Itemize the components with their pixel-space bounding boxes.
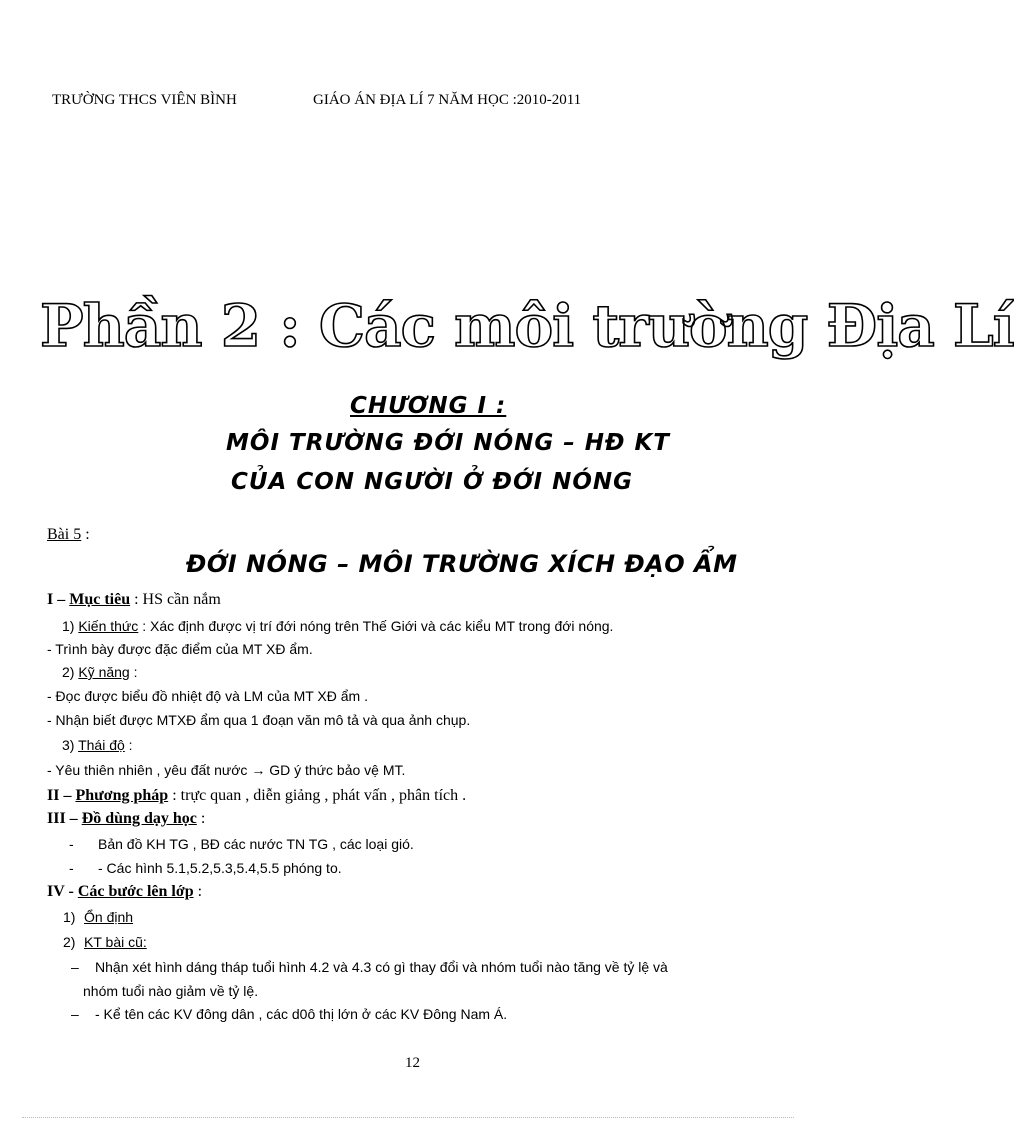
knowledge-text: : Xác định được vị trí đới nóng trên Thế Giới và các kiểu MT trong đới nóng.	[138, 618, 614, 634]
skills-line-2: - Nhận biết được MTXĐ ẩm qua 1 đoạn văn mô tả và qua ảnh chụp.	[47, 712, 471, 728]
section-procedure-title: Các bước lên lớp	[77, 883, 194, 900]
part-title: Phần 2 : Các môi trường Địa Lí	[40, 292, 1014, 360]
lesson-number: Bài 5	[47, 526, 82, 543]
section-procedure-rest: :	[193, 883, 203, 900]
section-objectives-rest: : HS cần nắm	[130, 591, 221, 608]
section-materials	[47, 810, 205, 828]
chapter-title-line-2: CỦA CON NGƯỜI Ở ĐỚI NÓNG	[231, 469, 634, 495]
header-lesson-plan: GIÁO ÁN ĐỊA LÍ 7 NĂM HỌC :2010-2011	[313, 92, 582, 108]
section-procedure	[47, 883, 202, 901]
step-2-title: KT bài cũ:	[84, 934, 147, 950]
lesson-title: ĐỚI NÓNG – MÔI TRƯỜNG XÍCH ĐẠO ẨM	[186, 550, 738, 578]
question-dash-1: –	[71, 959, 79, 975]
materials-item-2: - Các hình 5.1,5.2,5.3,5.4,5.5 phóng to.	[98, 860, 342, 876]
section-methods	[47, 787, 466, 805]
lesson-label	[47, 526, 90, 544]
section-materials-rest: :	[196, 810, 206, 827]
chapter-title-line-1: MÔI TRƯỜNG ĐỚI NÓNG – HĐ KT	[226, 430, 670, 456]
attitude-line-1: - Yêu thiên nhiên , yêu đất nước → GD ý thức bảo vệ MT.	[47, 762, 406, 778]
question-dash-2: –	[71, 1006, 79, 1022]
skills-line-1: - Đọc được biểu đồ nhiệt độ và LM của MT XĐ ẩm .	[47, 688, 368, 704]
section-procedure-prefix: IV -	[47, 883, 78, 900]
step-1-num: 1)	[63, 909, 76, 925]
skills-heading	[62, 664, 138, 680]
section-objectives	[47, 591, 221, 609]
skills-colon: :	[129, 664, 138, 680]
section-objectives-title: Mục tiêu	[69, 591, 131, 608]
question-1-line-2: nhóm tuổi nào giảm về tỷ lệ.	[83, 983, 259, 999]
skills-title: Kỹ năng	[78, 664, 130, 680]
chapter-label: CHƯƠNG I :	[350, 393, 507, 419]
page-number: 12	[405, 1055, 420, 1071]
section-materials-prefix: III –	[47, 810, 82, 827]
knowledge-title: Kiến thức	[78, 618, 139, 634]
page-bottom-border	[22, 1117, 794, 1118]
step-2-num: 2)	[63, 934, 76, 950]
attitude-colon: :	[124, 737, 133, 753]
attitude-heading	[62, 737, 133, 753]
knowledge-num: 1)	[62, 618, 79, 634]
materials-item-1: Bản đồ KH TG , BĐ các nước TN TG , các loại gió.	[98, 836, 414, 852]
knowledge-line	[62, 618, 613, 634]
section-methods-title: Phương pháp	[75, 787, 169, 804]
materials-bullet-1: -	[69, 836, 74, 852]
lesson-label-colon: :	[81, 526, 90, 543]
attitude-title: Thái độ	[78, 737, 125, 753]
section-methods-rest: : trực quan , diễn giảng , phát vấn , phân tích .	[168, 787, 467, 804]
section-methods-prefix: II –	[47, 787, 76, 804]
section-materials-title: Đồ dùng dạy học	[81, 810, 197, 827]
question-1-line-1: Nhận xét hình dáng tháp tuổi hình 4.2 và 4.3 có gì thay đổi và nhóm tuổi nào tăng về tỷ lệ và	[95, 959, 668, 975]
materials-bullet-2: -	[69, 860, 74, 876]
knowledge-line-2: - Trình bày được đặc điểm của MT XĐ ẩm.	[47, 641, 313, 657]
skills-num: 2)	[62, 664, 79, 680]
header-school: TRƯỜNG THCS VIÊN BÌNH	[52, 92, 237, 108]
section-objectives-prefix: I –	[47, 591, 70, 608]
question-2: - Kể tên các KV đông dân , các d0ô thị lớn ở các KV Đông Nam Á.	[95, 1006, 508, 1022]
attitude-num: 3)	[62, 737, 79, 753]
step-1-title: Ổn định	[84, 909, 134, 925]
